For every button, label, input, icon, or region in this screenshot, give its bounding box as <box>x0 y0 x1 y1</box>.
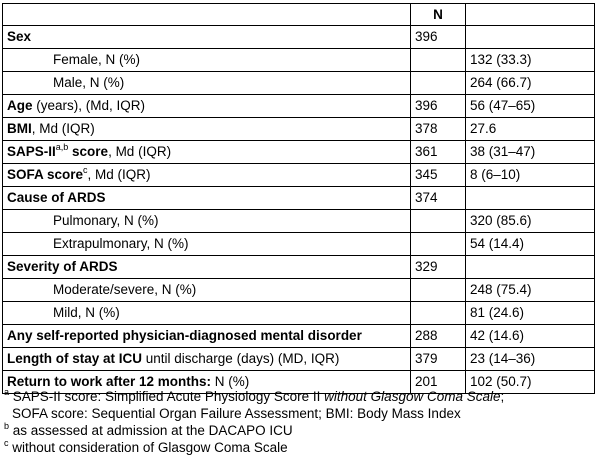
row-n: 378 <box>411 118 466 141</box>
footnote-c <box>4 439 594 456</box>
label-bold: Age <box>7 98 33 113</box>
row-label <box>3 141 411 164</box>
row-value: 264 (66.7) <box>466 72 595 95</box>
header-empty-cell <box>3 4 411 26</box>
row-n: 396 <box>411 26 466 49</box>
row-n <box>411 279 466 302</box>
row-n: 288 <box>411 325 466 348</box>
label-bold: BMI <box>7 121 32 136</box>
row-value: 102 (50.7) <box>466 371 595 394</box>
table-row <box>3 26 595 49</box>
row-n <box>411 233 466 256</box>
row-n: 379 <box>411 348 466 371</box>
label-rest: , Md (IQR) <box>87 167 151 182</box>
header-value-cell <box>466 4 595 26</box>
label-bold: Length of stay at ICU <box>7 351 143 366</box>
row-label <box>3 325 411 348</box>
table-row <box>3 279 595 302</box>
row-n: 345 <box>411 164 466 187</box>
row-n <box>411 49 466 72</box>
row-value: 42 (14.6) <box>466 325 595 348</box>
footnote-text: SAPS-II score: Simplified Acute Physiology Score II <box>9 389 325 404</box>
table-row <box>3 256 595 279</box>
row-value: 23 (14–36) <box>466 348 595 371</box>
table-header-row <box>3 4 595 26</box>
row-n <box>411 302 466 325</box>
row-n <box>411 210 466 233</box>
table-row <box>3 348 595 371</box>
label-bold: Return to work after 12 months: <box>7 374 212 389</box>
row-label: Mild, N (%) <box>3 302 411 325</box>
row-label: Male, N (%) <box>3 72 411 95</box>
row-n: 396 <box>411 95 466 118</box>
table-row <box>3 164 595 187</box>
row-label <box>3 164 411 187</box>
row-value: 54 (14.4) <box>466 233 595 256</box>
label-bold: Any self-reported physician-diagnosed mental disorder <box>7 328 362 343</box>
table-row <box>3 72 595 95</box>
footnote-ref: a,b <box>55 141 69 152</box>
row-value: 320 (85.6) <box>466 210 595 233</box>
table-row <box>3 118 595 141</box>
footnote-text-post: ; <box>500 389 505 404</box>
row-label: Female, N (%) <box>3 49 411 72</box>
table-row <box>3 302 595 325</box>
row-value: 132 (33.3) <box>466 49 595 72</box>
footnote-italic: without Glasgow Coma Scale <box>324 389 501 404</box>
row-value: 27.6 <box>466 118 595 141</box>
footnote-ref: c <box>83 164 88 175</box>
row-value: 56 (47–65) <box>466 95 595 118</box>
label-bold: Severity of ARDS <box>7 259 118 274</box>
footnote-mark: a <box>4 386 10 397</box>
label-bold: Sex <box>7 29 32 44</box>
label-bold: SOFA score <box>7 167 84 182</box>
table-row <box>3 187 595 210</box>
row-n: 329 <box>411 256 466 279</box>
row-label <box>3 256 411 279</box>
row-label <box>3 187 411 210</box>
table-row <box>3 325 595 348</box>
footnote-text: as assessed at admission at the DACAPO ICU <box>9 423 293 438</box>
table-row <box>3 49 595 72</box>
label-bold: SAPS-II <box>7 144 56 159</box>
row-label <box>3 348 411 371</box>
row-label <box>3 26 411 49</box>
footnote-text: without consideration of Glasgow Coma Scale <box>8 440 288 455</box>
row-label <box>3 118 411 141</box>
table-row <box>3 210 595 233</box>
row-label <box>3 95 411 118</box>
row-n: 374 <box>411 187 466 210</box>
row-label: Extrapulmonary, N (%) <box>3 233 411 256</box>
row-value <box>466 187 595 210</box>
row-n: 201 <box>411 371 466 394</box>
row-value: 38 (31–47) <box>466 141 595 164</box>
table-row <box>3 141 595 164</box>
row-n: 361 <box>411 141 466 164</box>
row-label: Pulmonary, N (%) <box>3 210 411 233</box>
label-bold-2: score <box>68 144 109 159</box>
label-rest: N (%) <box>211 374 250 389</box>
footnote-a-continuation: SOFA score: Sequential Organ Failure Assessment; BMI: Body Mass Index <box>12 406 461 421</box>
header-n: N <box>411 4 466 26</box>
row-value <box>466 256 595 279</box>
row-value: 248 (75.4) <box>466 279 595 302</box>
patient-characteristics-table <box>2 3 595 394</box>
row-n <box>411 72 466 95</box>
footnote-mark: c <box>4 437 9 448</box>
table-row <box>3 95 595 118</box>
label-rest: until discharge (days) (MD, IQR) <box>142 351 340 366</box>
row-value: 81 (24.6) <box>466 302 595 325</box>
label-rest: , Md (IQR) <box>108 144 172 159</box>
table-row <box>3 233 595 256</box>
label-rest: , Md (IQR) <box>31 121 95 136</box>
footnote-b <box>4 422 594 439</box>
label-bold: Cause of ARDS <box>7 190 106 205</box>
footnotes <box>4 388 594 456</box>
footnote-a <box>4 388 594 405</box>
row-value: 8 (6–10) <box>466 164 595 187</box>
row-value <box>466 26 595 49</box>
footnote-mark: b <box>4 420 10 431</box>
row-label: Moderate/severe, N (%) <box>3 279 411 302</box>
label-rest: (years), (Md, IQR) <box>32 98 146 113</box>
